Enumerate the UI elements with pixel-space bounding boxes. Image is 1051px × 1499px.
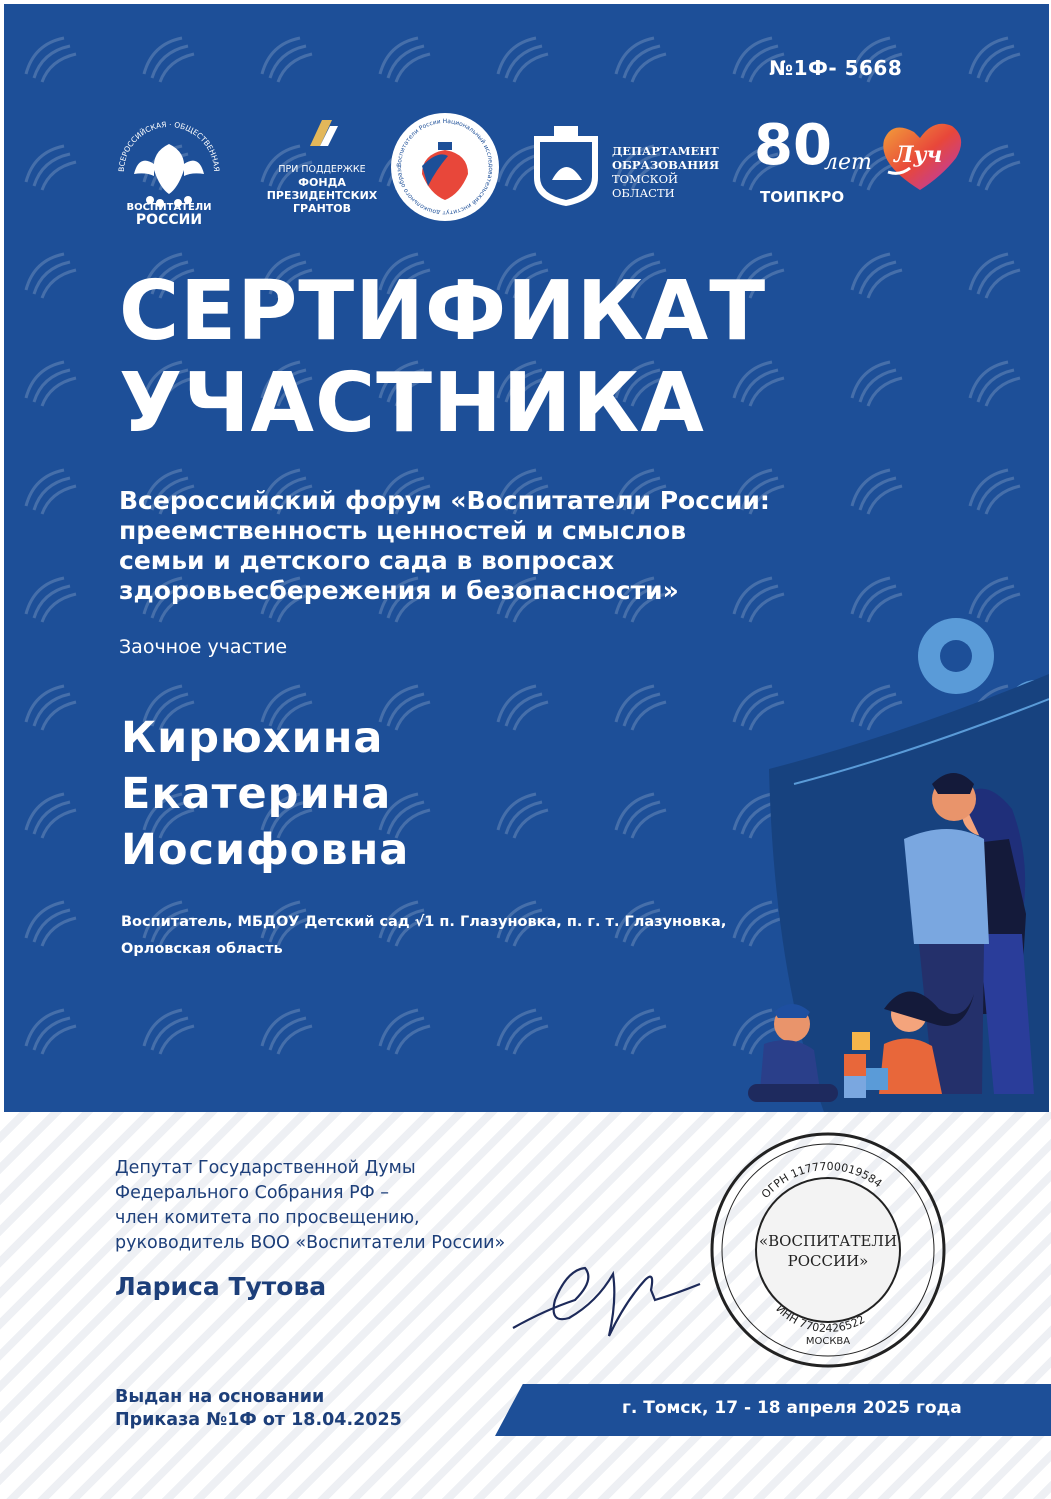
logo-fund-line1: ПРИ ПОДДЕРЖКЕ: [278, 164, 366, 175]
signer-name: Лариса Тутова: [115, 1272, 327, 1301]
fund-emblem-icon: [302, 116, 342, 152]
logo-fund-line3: ПРЕЗИДЕНТСКИХ: [266, 189, 378, 202]
luch-logo: [870, 116, 970, 206]
participation-format: Заочное участие: [119, 636, 288, 658]
stamp-center-line1: «ВОСПИТАТЕЛИ: [758, 1232, 898, 1250]
department-line3: ТОМСКОЙ ОБЛАСТИ: [612, 172, 679, 200]
signer-role-line: Федерального Собрания РФ –: [115, 1183, 390, 1203]
participant-name: [121, 710, 409, 878]
institute-arc-text: Воспитатели России Национальный исследовательский институт дошкольного образо: [395, 117, 495, 217]
forum-line: Всероссийский форум «Воспитатели России:: [119, 486, 770, 515]
certificate-title: [119, 266, 766, 450]
certificate-number: №1Ф- 5668: [769, 56, 903, 80]
signer-role-line: руководитель ВОО «Воспитатели России»: [115, 1233, 506, 1253]
vospitateli-rossii-logo: [104, 104, 234, 234]
department-line1: ДЕПАРТАМЕНТ: [612, 144, 719, 158]
institute-logo: [388, 110, 503, 225]
department-line2: ОБРАЗОВАНИЯ: [612, 158, 720, 172]
participant-first-name: Екатерина: [121, 769, 392, 819]
department-logo: [526, 122, 741, 212]
forum-line: семьи и детского сада в вопросах: [119, 546, 615, 575]
organization-stamp: [708, 1130, 948, 1370]
stamp-city: МОСКВА: [805, 1336, 851, 1347]
toy-block: [852, 1032, 870, 1050]
toipkro-logo: [754, 113, 872, 216]
signer-role: [115, 1156, 505, 1256]
position-line: Воспитатель, МБДОУ Детский сад √1 п. Глазуновка, п. г. т. Глазуновка,: [121, 914, 727, 930]
basis-line: Выдан на основании: [115, 1387, 325, 1407]
presidential-grants-logo: [262, 116, 382, 226]
luch-text: Луч: [894, 142, 943, 168]
forum-line: здоровьесбережения и безопасности»: [119, 576, 679, 605]
logo-line1: ВОСПИТАТЕЛИ: [126, 202, 212, 213]
signer-role-line: Депутат Государственной Думы: [115, 1158, 416, 1178]
participant-patronymic: Иосифовна: [121, 825, 410, 875]
toy-block: [844, 1054, 866, 1076]
forum-title: [119, 486, 879, 606]
family-illustration: [734, 614, 1049, 1112]
toy-block: [866, 1068, 888, 1090]
participant-surname: Кирюхина: [121, 713, 384, 763]
toipkro-word: лет: [824, 150, 872, 175]
signature: [505, 1240, 705, 1350]
toipkro-name: ТОИПКРО: [760, 188, 845, 206]
basis-line: Приказа №1Ф от 18.04.2025: [115, 1410, 402, 1430]
stamp-ogrn: ОГРН 1177700019584: [758, 1159, 885, 1201]
issue-basis: [115, 1386, 402, 1432]
logo-fund-line4: ГРАНТОВ: [292, 202, 352, 215]
header-panel: [4, 4, 1049, 1112]
position-line: Орловская область: [121, 941, 283, 957]
forum-line: преемственность ценностей и смыслов: [119, 516, 687, 545]
stamp-center-line2: РОССИИ»: [787, 1252, 869, 1270]
logo-fund-line2: ФОНДА: [298, 176, 346, 189]
title-line1: СЕРТИФИКАТ: [119, 264, 767, 359]
toy-block: [844, 1076, 866, 1098]
participant-position: [121, 909, 726, 963]
tomsk-coat-of-arms-icon: [526, 122, 606, 206]
logo-arc-text: ВСЕРОССИЙСКАЯ · ОБЩЕСТВЕННАЯ: [116, 119, 222, 173]
toipkro-number: 80: [754, 113, 832, 178]
signer-role-line: член комитета по просвещению,: [115, 1208, 420, 1228]
date-place: г. Томск, 17 - 18 апреля 2025 года: [622, 1398, 962, 1418]
stamp-inn: ИНН 7702426522: [773, 1302, 868, 1336]
logo-line2: РОССИИ: [135, 212, 203, 228]
title-line2: УЧАСТНИКА: [119, 356, 705, 451]
